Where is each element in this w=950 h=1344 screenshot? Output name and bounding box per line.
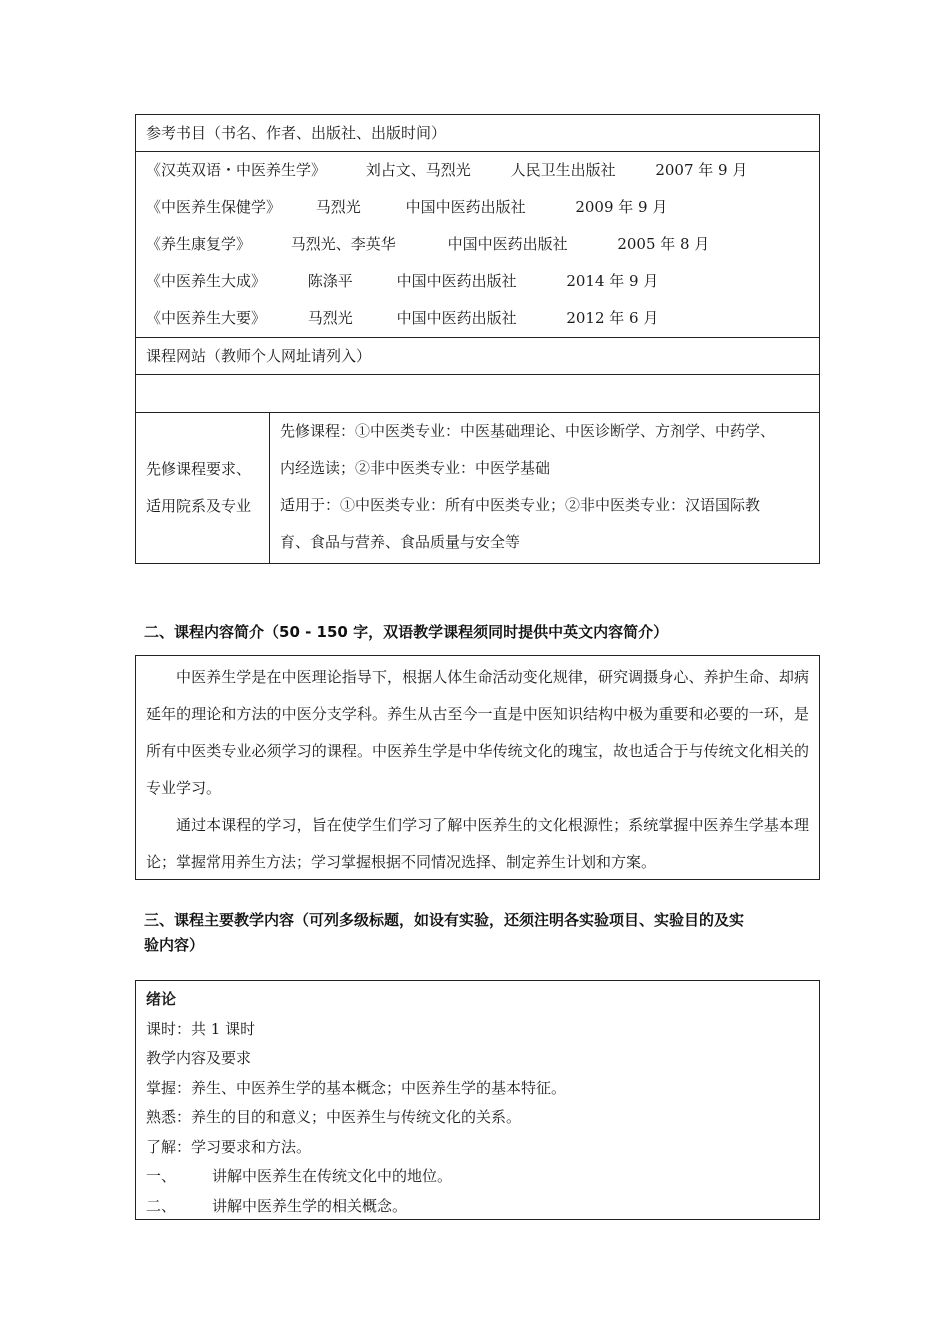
book-date: 2014 年 9 月	[566, 272, 659, 290]
references-table	[135, 114, 820, 564]
prereq-label-line: 适用院系及专业	[146, 497, 252, 515]
book-author: 陈涤平	[307, 272, 353, 290]
item-text: 讲解中医养生在传统文化中的地位。	[212, 1167, 453, 1185]
content-item	[146, 1162, 809, 1192]
book-title: 《中医养生大成》	[146, 272, 267, 290]
prereq-row	[136, 413, 819, 563]
book-title: 《养生康复学》	[146, 235, 252, 253]
content-item	[146, 1192, 809, 1222]
book-publisher: 人民卫生出版社	[510, 161, 616, 179]
book-date: 2012 年 6 月	[566, 309, 659, 327]
book-entry	[146, 152, 809, 189]
book-entry	[146, 189, 809, 226]
section3-heading	[144, 908, 814, 958]
prereq-content	[270, 413, 819, 563]
item-text: 讲解中医养生学的相关概念。	[212, 1196, 408, 1215]
book-entry	[146, 300, 809, 337]
prereq-line: 育、食品与营养、食品质量与安全等	[280, 533, 521, 551]
item-number: 一、	[146, 1167, 177, 1185]
section3-heading-line: 三、课程主要教学内容（可列多级标题，如设有实验，还须注明各实验项目、实验目的及实	[144, 911, 745, 929]
website-value	[136, 375, 819, 413]
book-publisher: 中国中医药出版社	[396, 309, 517, 327]
book-author: 马烈光	[307, 309, 353, 327]
prereq-label	[136, 413, 270, 563]
book-date: 2009 年 9 月	[575, 198, 668, 216]
book-entry	[146, 226, 809, 263]
book-list	[136, 152, 819, 338]
chapter-title: 绪论	[146, 990, 177, 1008]
references-header: 参考书目（书名、作者、出版社、出版时间）	[136, 115, 819, 152]
prereq-line: 适用于：①中医类专业：所有中医类专业；②非中医类专业：汉语国际教	[280, 496, 761, 514]
summary-paragraph-1: 中医养生学是在中医理论指导下，根据人体生命活动变化规律，研究调摄身心、养护生命、却病延年的理论和方法的中医分支学科。养生从古至今一直是中医知识结构中极为重要和必要的一环，是所有中医类专业必须学习的课程。中医养生学是中华传统文化的瑰宝，故也适合于与传统文化相关的专业学习。	[146, 668, 809, 797]
understand-requirement: 了解：学习要求和方法。	[146, 1137, 312, 1156]
book-date: 2005 年 8 月	[617, 235, 710, 253]
prereq-line: 内经选读；②非中医类专业：中医学基础	[280, 459, 551, 477]
item-number: 二、	[146, 1196, 177, 1215]
requirements-label: 教学内容及要求	[146, 1049, 252, 1067]
book-author: 刘占文、马烈光	[365, 161, 471, 179]
book-publisher: 中国中医药出版社	[396, 272, 517, 290]
book-title: 《中医养生保健学》	[146, 198, 282, 216]
section2-heading: 二、课程内容简介（50 - 150 字，双语教学课程须同时提供中英文内容简介）	[144, 623, 669, 641]
content-box	[135, 980, 820, 1220]
familiar-requirement: 熟悉：养生的目的和意义；中医养生与传统文化的关系。	[146, 1108, 522, 1126]
prereq-line: 先修课程：①中医类专业：中医基础理论、中医诊断学、方剂学、中药学、	[280, 422, 776, 440]
book-publisher: 中国中医药出版社	[405, 198, 526, 216]
book-author: 马烈光	[315, 198, 361, 216]
summary-paragraph-2: 通过本课程的学习，旨在使学生们学习了解中医养生的文化根源性；系统掌握中医养生学基本理论；掌握常用养生方法；学习掌握根据不同情况选择、制定养生计划和方案。	[146, 816, 809, 871]
section3-heading-line: 验内容）	[144, 936, 205, 954]
book-entry	[146, 263, 809, 300]
prereq-label-line: 先修课程要求、	[146, 460, 252, 478]
book-title: 《中医养生大要》	[146, 309, 267, 327]
book-title: 《汉英双语・中医养生学》	[146, 161, 327, 179]
summary-box	[135, 655, 820, 880]
website-header: 课程网站（教师个人网址请列入）	[136, 338, 819, 375]
class-hours: 课时：共 1 课时	[146, 1019, 256, 1038]
book-date: 2007 年 9 月	[655, 161, 748, 179]
book-publisher: 中国中医药出版社	[447, 235, 568, 253]
master-requirement: 掌握：养生、中医养生学的基本概念；中医养生学的基本特征。	[146, 1078, 567, 1097]
book-author: 马烈光、李英华	[290, 235, 396, 253]
